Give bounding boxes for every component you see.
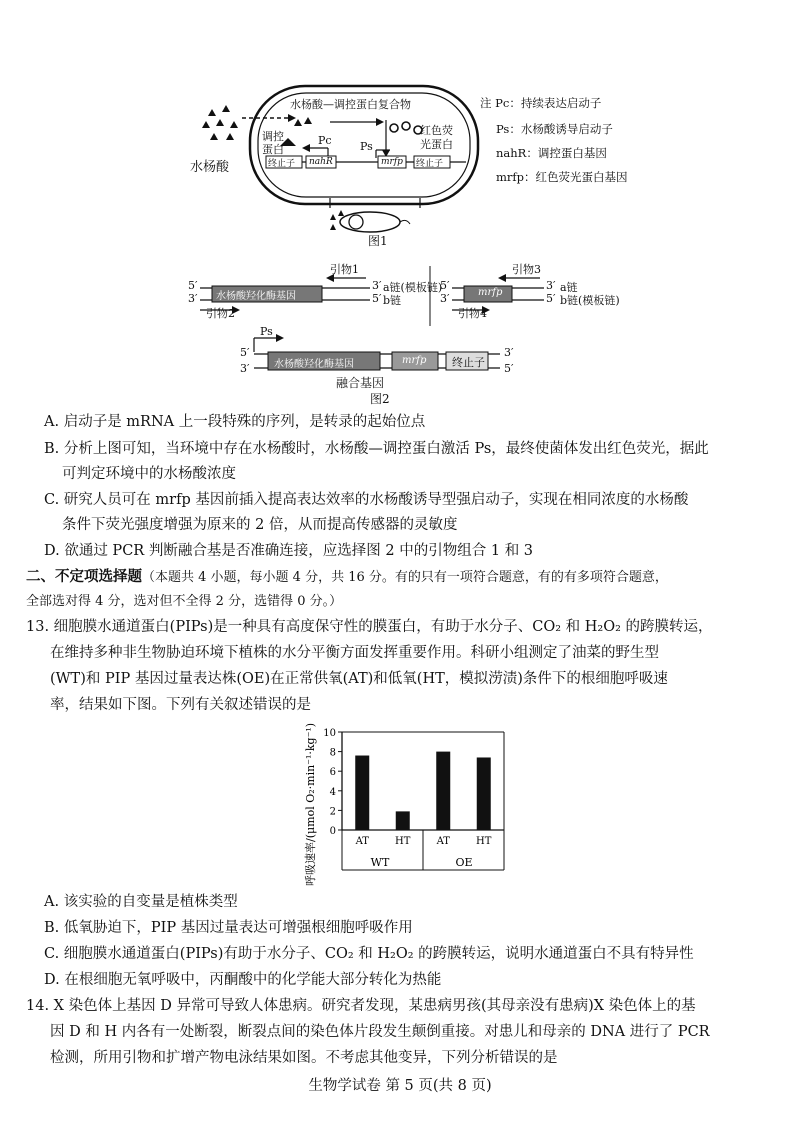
nahr-label: nahR [309,157,333,167]
q12-option-b-line2: 可判定环境中的水杨酸浓度 [62,466,236,482]
chart-group-label-oe: OE [455,856,473,869]
fig2-left-5prime-bottom: 5′ [372,292,382,305]
fig2-right-5prime-top: 5′ [440,279,450,292]
chart-y-tick-label: 8 [329,747,336,759]
fusion-3prime-top: 3′ [504,346,514,359]
chart-category-label: AT [355,836,369,847]
fig2-left-3prime-top: 3′ [372,279,382,292]
q13-option-d: D. 在根细胞无氧呼吸中，丙酮酸中的化学能大部分转化为热能 [44,972,442,988]
pc-label: Pc [318,134,332,147]
figure-1-note-2: nahR：调控蛋白基因 [496,146,607,160]
section-2-rule-1: （本题共 4 小题，每小题 4 分，共 16 分。有的只有一项符合题意，有的有多项符合题意， [142,570,668,585]
terminator-right-label: 终止子 [416,159,444,169]
chart-bar-1 [396,811,410,830]
fusion-hydroxylase-label: 水杨酸羟化酶基因 [274,359,354,370]
fusion-5prime-top: 5′ [240,346,250,359]
q14-line-3: 检测，所用引物和扩增产物电泳结果如图。不考虑其他变异，下列分析错误的是 [50,1050,558,1066]
fusion-3prime-bottom: 3′ [240,362,250,375]
chart-y-tick-label: 6 [329,767,336,779]
q13-line-1: 13. 细胞膜水通道蛋白(PIPs)是一种具有高度保守性的膜蛋白，有助于水分子、CO₂ 和 H₂O₂ 的跨膜转运， [26,619,713,635]
figure-2-caption: 图2 [370,392,390,406]
chart-bar-2 [436,752,450,830]
salicylic-acid-molecules [202,105,238,140]
fusion-terminator-label: 终止子 [452,356,485,369]
q13-line-4: 率，结果如下图。下列有关叙述错误的是 [50,697,311,713]
ps-label: Ps [360,140,373,153]
mrfp-label: mrfp [381,157,403,167]
figure-1-note-0: 注 Pc：持续表达启动子 [480,96,602,110]
fusion-5prime-bottom: 5′ [504,362,514,375]
fusion-ps-label: Ps [260,325,273,338]
chart-y-tick-label: 4 [329,786,336,798]
primer-3-label: 引物3 [512,263,541,276]
fig2-left-gene-label: 水杨酸羟化酶基因 [216,291,296,302]
q13-option-c: C. 细胞膜水通道蛋白(PIPs)有助于水分子、CO₂ 和 H₂O₂ 的跨膜转运，说明水通道蛋白不具有特异性 [44,946,694,962]
q14-line-2: 因 D 和 H 内各有一处断裂，断裂点间的染色体片段发生颠倒重接。对患儿和母亲的 DNA 进行了 PCR [50,1024,710,1040]
primer-1-label: 引物1 [330,263,359,276]
fig2-left-3prime-bottom: 3′ [188,292,198,305]
fusion-gene-label: 融合基因 [336,376,385,390]
fig2-right-3prime-top: 3′ [546,279,556,292]
chart-y-label: 呼吸速率/(μmol O₂·min⁻¹·kg⁻¹) [304,722,317,886]
fig2-right-3prime-bottom: 3′ [440,292,450,305]
red-protein-label-2: 光蛋白 [420,138,453,151]
q14-line-1: 14. X 染色体上基因 D 异常可导致人体患病。研究者发现，某患病男孩(其母亲没有患病)X 染色体上的基 [26,998,696,1014]
chart-category-label: AT [436,836,450,847]
page-footer: 生物学试卷 第 5 页(共 8 页) [308,1078,492,1094]
section-2-rule-2: 全部选对得 4 分，选对但不全得 2 分，选错得 0 分。） [26,594,343,609]
q12-option-b-line1: B. 分析上图可知，当环境中存在水杨酸时，水杨酸—调控蛋白激活 Ps，最终使菌体发出红色荧光，据此 [44,441,709,457]
chart-y-tick-label: 10 [323,728,336,739]
section-2-header [26,564,668,590]
q13-option-b: B. 低氧胁迫下，PIP 基因过量表达可增强根细胞呼吸作用 [44,920,413,936]
q12-option-a: A. 启动子是 mRNA 上一段特殊的序列，是转录的起始位点 [44,414,426,430]
respiration-rate-chart [300,722,520,892]
q13-line-2: 在维持多种非生物胁迫环境下植株的水分平衡方面发挥重要作用。科研小组测定了油菜的野生型 [50,645,659,661]
fig2-a-chain-template: a链(模板链) [383,281,443,294]
fig2-a-chain: a链 [560,281,578,294]
q13-line-3: (WT)和 PIP 基因过量表达株(OE)在正常供氧(AT)和低氧(HT，模拟涝渍)条件下的根细胞呼吸速 [50,671,668,687]
fig2-b-chain-template: b链(模板链) [560,294,620,307]
salicylic-acid-label: 水杨酸 [190,160,230,175]
figure-1-caption: 图1 [368,234,388,248]
primer-2-label: 引物2 [206,307,235,320]
chart-category-label: HT [395,836,411,847]
q12-option-c-line1: C. 研究人员可在 mrfp 基因前插入提高表达效率的水杨酸诱导型强启动子，实现在相同浓度的水杨酸 [44,492,689,508]
figure-1-note-1: Ps：水杨酸诱导启动子 [496,122,613,136]
chart-y-tick-label: 2 [329,806,336,818]
fig2-b-chain: b链 [383,294,402,307]
q13-option-a: A. 该实验的自变量是植株类型 [44,894,238,910]
primer-4-label: 引物4 [458,307,487,320]
fig2-right-5prime-bottom: 5′ [546,292,556,305]
chart-bar-0 [355,756,369,830]
red-protein-label-1: 红色荧 [420,124,453,137]
fig2-right-gene-label: mrfp [478,287,503,298]
fig2-left-5prime-top: 5′ [188,279,198,292]
terminator-left-label: 终止子 [268,159,296,169]
section-2-title: 二、不定项选择题 [26,568,142,585]
red-fluorescent-protein-dots [390,122,422,134]
chart-bar-3 [477,757,491,830]
q12-option-c-line2: 条件下荧光强度增强为原来的 2 倍，从而提高传感器的灵敏度 [62,517,458,533]
chart-group-label-wt: WT [370,856,390,869]
chart-y-tick-label: 0 [329,826,336,837]
complex-label: 水杨酸—调控蛋白复合物 [290,98,411,111]
fusion-mrfp-label: mrfp [402,355,427,366]
regulator-label-2: 蛋白 [262,143,284,156]
regulator-label-1: 调控 [262,130,284,143]
figure-1-note-3: mrfp：红色荧光蛋白基因 [496,170,628,184]
chart-category-label: HT [476,836,492,847]
q12-option-d: D. 欲通过 PCR 判断融合基是否准确连接，应选择图 2 中的引物组合 1 和 3 [44,543,534,559]
